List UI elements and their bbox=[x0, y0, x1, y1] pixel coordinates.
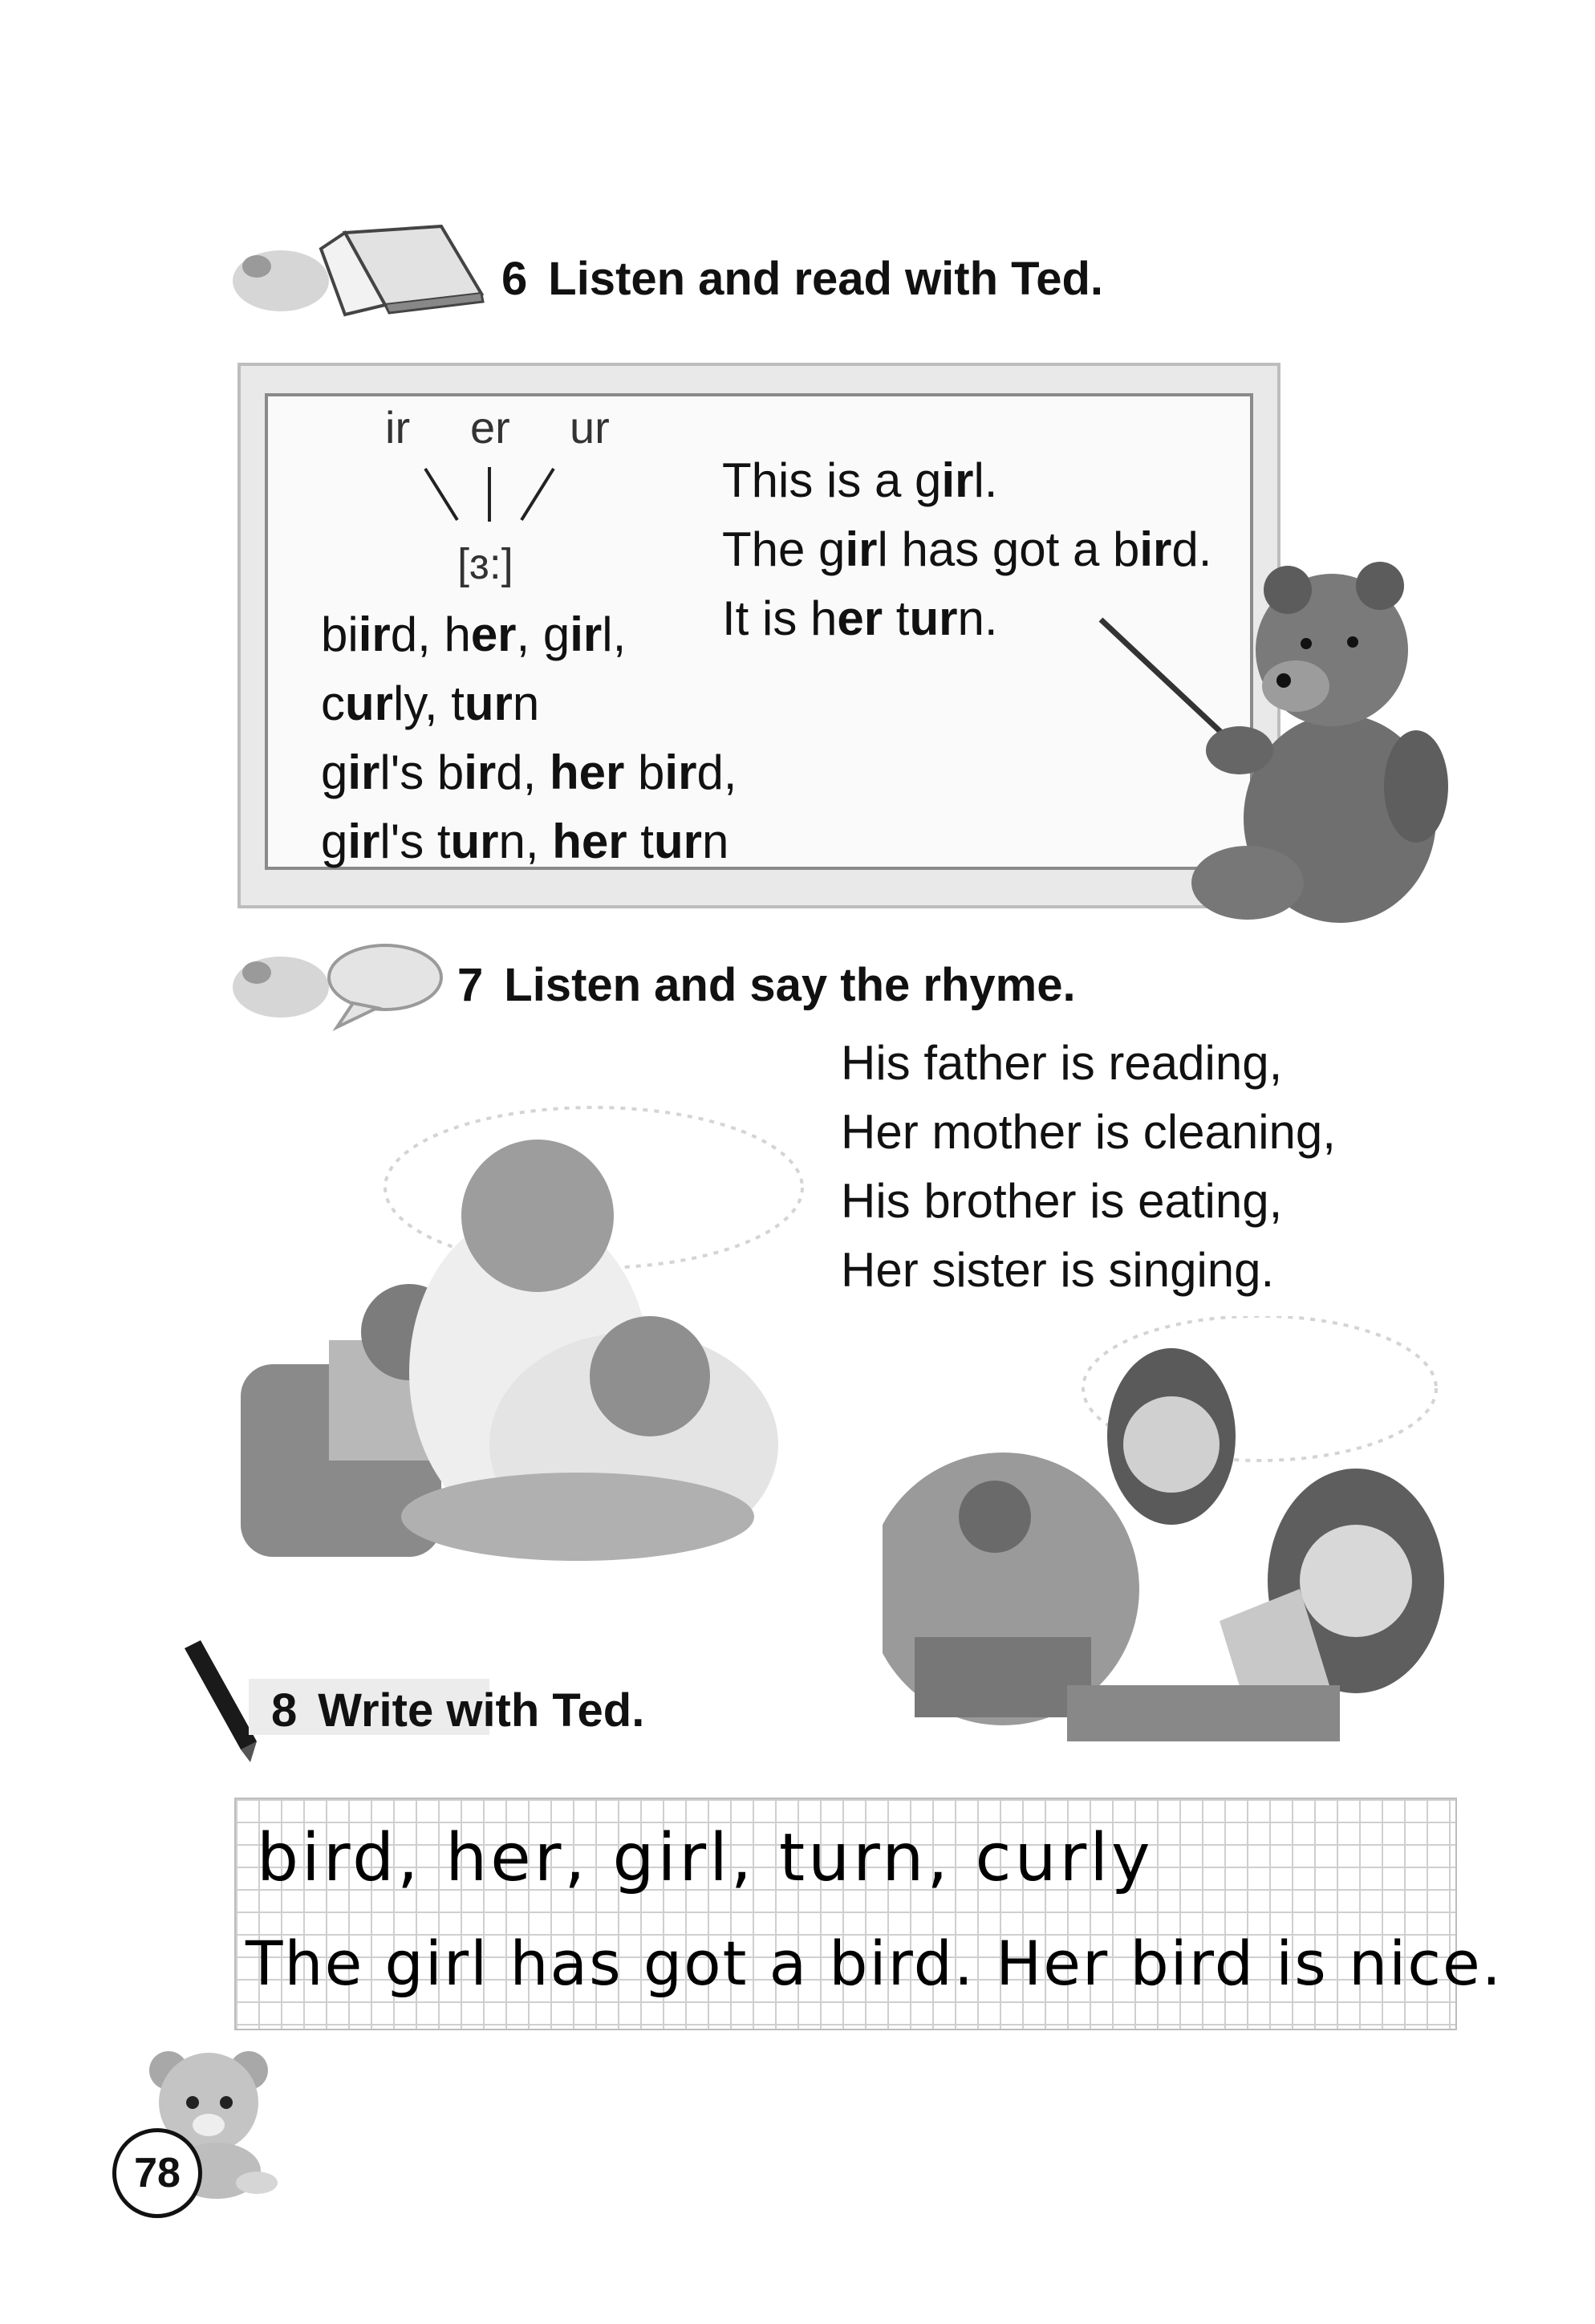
letter-er: er bbox=[470, 402, 510, 453]
sentence-line-1 bbox=[722, 446, 1211, 515]
rhyme-text bbox=[841, 1029, 1336, 1305]
writing-grid bbox=[234, 1798, 1503, 2030]
section-number: 8 bbox=[271, 1684, 298, 1737]
page-number: 78 bbox=[134, 2150, 181, 2196]
highlighted-letters: ir bbox=[570, 607, 603, 661]
highlighted-letters: her bbox=[552, 815, 627, 868]
section-number: 6 bbox=[501, 253, 528, 305]
handwriting-line-2: The girl has got a bird. Her bird is nice. bbox=[246, 1928, 1503, 1999]
section-title-text: Listen and read with Ted. bbox=[548, 253, 1104, 305]
highlighted-letters: ir bbox=[845, 522, 878, 576]
highlighted-letters: ir bbox=[358, 607, 391, 661]
word-text: d. bbox=[1171, 522, 1212, 576]
word-text: It is h bbox=[722, 591, 838, 645]
highlighted-letters: er bbox=[470, 607, 517, 661]
letter-ir: ir bbox=[385, 402, 411, 453]
word-text: n bbox=[512, 676, 540, 730]
word-text: l's b bbox=[379, 746, 465, 799]
word-line-2 bbox=[321, 669, 737, 738]
page-number-badge bbox=[112, 2128, 202, 2218]
word-text: n bbox=[701, 815, 729, 868]
word-line-3 bbox=[321, 738, 737, 807]
word-text: g bbox=[321, 815, 348, 868]
word-text: d, bbox=[696, 746, 737, 799]
word-text: ly, t bbox=[393, 676, 465, 730]
word-text: g bbox=[321, 746, 348, 799]
word-text: bi bbox=[321, 607, 359, 661]
convergence-lines bbox=[417, 464, 562, 528]
word-text: c bbox=[321, 676, 345, 730]
word-text: This is a g bbox=[722, 453, 942, 507]
word-text: b bbox=[624, 746, 665, 799]
word-line-1 bbox=[321, 600, 737, 669]
word-text: n. bbox=[957, 591, 998, 645]
word-text: , g bbox=[516, 607, 570, 661]
word-text: t bbox=[883, 591, 910, 645]
word-list bbox=[321, 600, 737, 876]
section-title-text: Write with Ted. bbox=[318, 1684, 645, 1737]
section-6-header bbox=[225, 217, 1187, 337]
highlighted-letters: ur bbox=[345, 676, 393, 730]
highlighted-letters: ur bbox=[653, 815, 702, 868]
letter-combinations bbox=[385, 401, 642, 457]
word-text: l. bbox=[973, 453, 998, 507]
rhyme-line-2: Her mother is cleaning, bbox=[841, 1105, 1336, 1159]
section-6-title bbox=[501, 252, 1103, 306]
rhyme-line-1: His father is reading, bbox=[841, 1036, 1283, 1090]
teddy-bear-icon bbox=[1091, 546, 1476, 931]
phoneme-symbol: [ɜ:] bbox=[457, 540, 513, 588]
word-text: n, bbox=[498, 815, 553, 868]
word-line-4 bbox=[321, 807, 737, 876]
speech-bubble-icon bbox=[225, 931, 465, 1035]
word-text: d, h bbox=[390, 607, 471, 661]
family-photo-girls bbox=[883, 1316, 1444, 1741]
section-number: 7 bbox=[457, 959, 484, 1011]
word-text: l, bbox=[602, 607, 627, 661]
handwriting-line-1: bird, her, girl, turn, curly bbox=[257, 1820, 1154, 1896]
highlighted-letters: er bbox=[837, 591, 883, 645]
family-photo-boys bbox=[233, 1099, 842, 1565]
highlighted-letters: ur bbox=[450, 815, 499, 868]
highlighted-letters: ir bbox=[664, 746, 697, 799]
highlighted-letters: ir bbox=[347, 746, 380, 799]
word-text: l has got a b bbox=[877, 522, 1140, 576]
word-text: The g bbox=[722, 522, 846, 576]
highlighted-letters: ur bbox=[464, 676, 513, 730]
word-text: l's t bbox=[379, 815, 451, 868]
rhyme-line-4: Her sister is singing. bbox=[841, 1243, 1275, 1297]
section-7-title bbox=[457, 958, 1076, 1012]
rhyme-line-3: His brother is eating, bbox=[841, 1174, 1283, 1228]
highlighted-letters: ir bbox=[1139, 522, 1172, 576]
highlighted-letters: ir bbox=[464, 746, 497, 799]
book-icon bbox=[225, 217, 489, 329]
word-text: d, bbox=[496, 746, 550, 799]
word-text: t bbox=[627, 815, 654, 868]
highlighted-letters: ir bbox=[941, 453, 974, 507]
section-8-header bbox=[177, 1637, 899, 1765]
highlighted-letters: her bbox=[549, 746, 625, 799]
highlighted-letters: ur bbox=[909, 591, 958, 645]
letter-ur: ur bbox=[570, 402, 610, 453]
section-8-title bbox=[271, 1684, 644, 1737]
section-title-text: Listen and say the rhyme. bbox=[504, 959, 1076, 1011]
highlighted-letters: ir bbox=[347, 815, 380, 868]
